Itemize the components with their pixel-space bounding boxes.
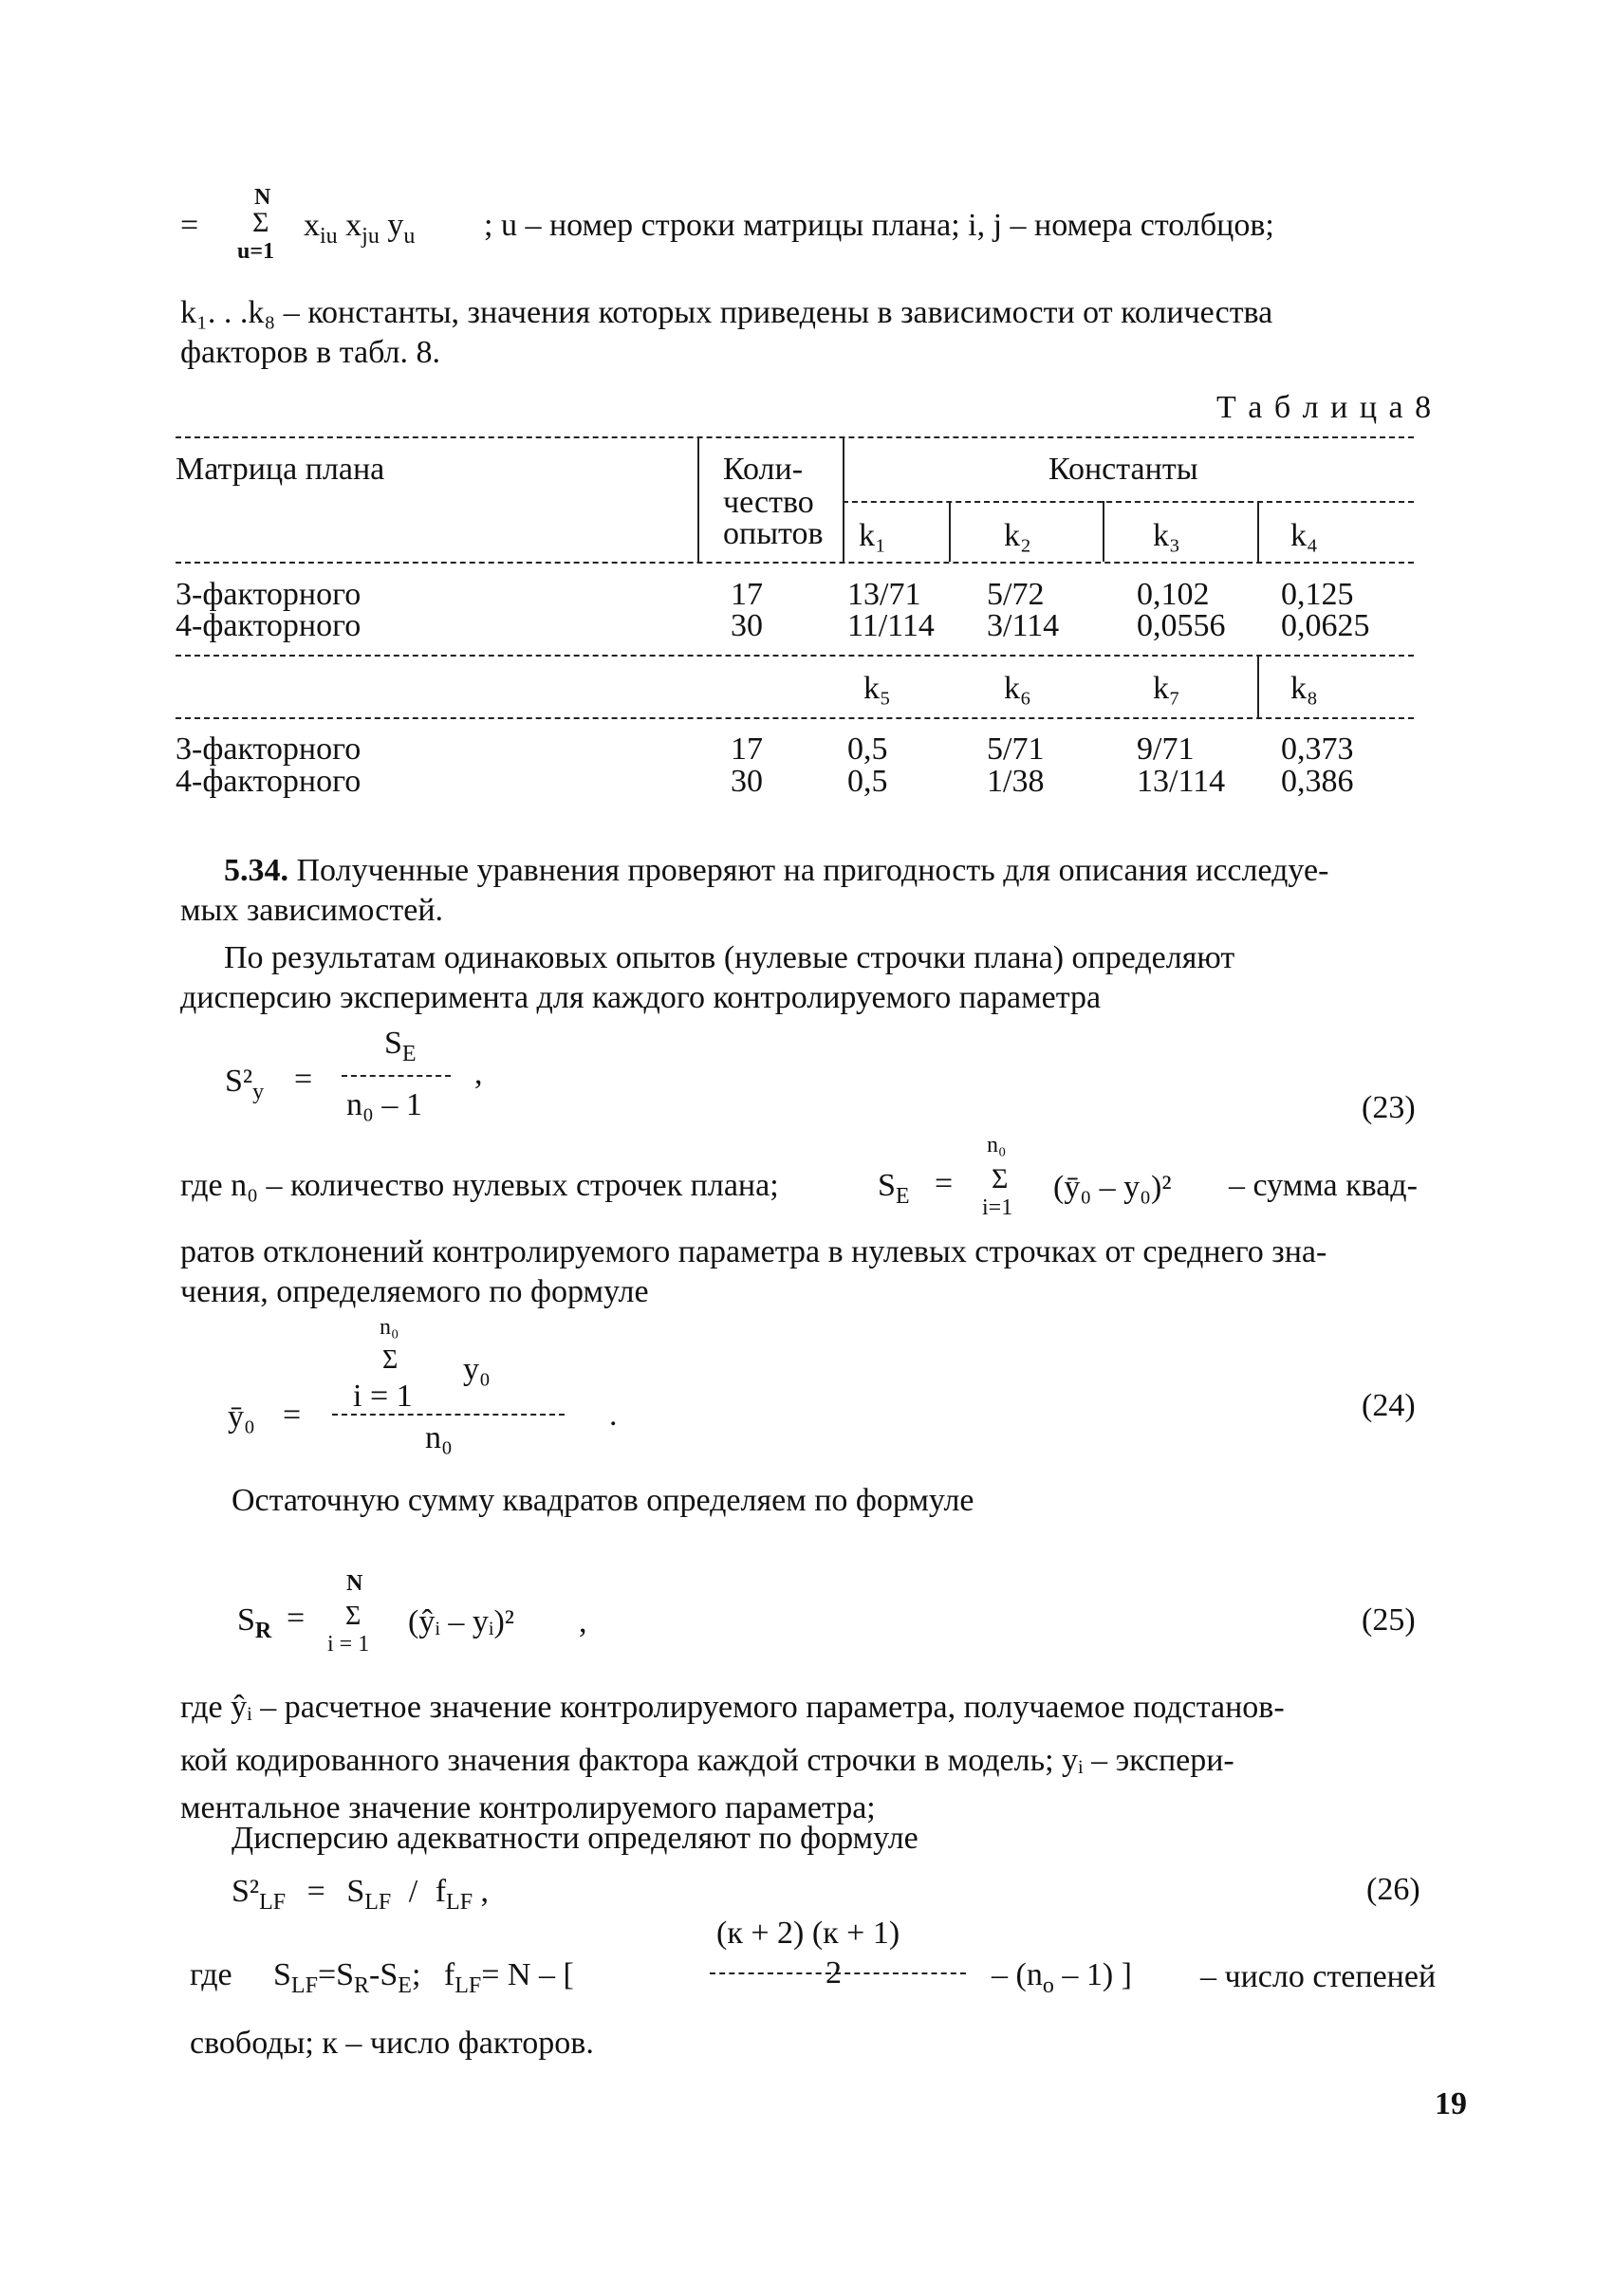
row-a1-k3: 0,102 bbox=[1137, 577, 1210, 612]
eq24-sum-lower: i = 1 bbox=[353, 1379, 413, 1414]
row-b2-k6: 1/38 bbox=[987, 764, 1045, 799]
eq23-equals: = bbox=[294, 1062, 313, 1097]
eq26-minus-n: – (n bbox=[992, 1957, 1043, 1992]
constants-text-cont: факторов в табл. 8. bbox=[180, 335, 440, 370]
y-u: y bbox=[387, 208, 404, 243]
eq26-f-sub: LF bbox=[446, 1889, 473, 1915]
eq26-slf-def-sub: R bbox=[354, 1972, 370, 1998]
header-count-1: Коли- bbox=[723, 452, 804, 487]
eq23-se-sub: E bbox=[895, 1183, 910, 1209]
eq25-where-3: ментальное значение контролируемого параметра; bbox=[180, 1790, 876, 1825]
eq23-sum-sign: Σ bbox=[992, 1163, 1009, 1194]
eq26-equals: = bbox=[306, 1874, 325, 1909]
page-number: 19 bbox=[1435, 2086, 1467, 2121]
eq26-slf-def: =S bbox=[317, 1957, 355, 1992]
header-matrix-plan: Матрица плана bbox=[176, 452, 385, 487]
y-u-sub: u bbox=[403, 223, 416, 249]
row-b2-name: 4-факторного bbox=[176, 764, 362, 799]
table-vline-2 bbox=[843, 436, 844, 562]
eq26-semicolon: ; bbox=[411, 1957, 421, 1992]
row-a1-name: 3-факторного bbox=[176, 577, 362, 612]
eq26-flf-def: = N – [ bbox=[481, 1957, 574, 1992]
eq24-sum-upper: n₀ bbox=[380, 1315, 399, 1340]
eq26-slf: S bbox=[273, 1957, 291, 1992]
eq26-text-line-2: свободы; к – число факторов. bbox=[190, 2026, 594, 2061]
eq25-label: (25) bbox=[1362, 1602, 1416, 1638]
row-b1-k5: 0,5 bbox=[847, 731, 888, 767]
row-a2-k1: 11/114 bbox=[847, 608, 935, 643]
eq23-numerator: S bbox=[384, 1026, 402, 1061]
eq26-f: f bbox=[435, 1874, 447, 1909]
eq23-term: (ȳ₀ – y₀)² bbox=[1053, 1170, 1172, 1205]
header-k3: k₃ bbox=[1153, 518, 1180, 553]
header-count-2: чество bbox=[723, 485, 814, 520]
section-paragraph-2-cont: дисперсию эксперимента для каждого контролируемого параметра bbox=[180, 980, 1102, 1015]
eq26-frac-numerator: (к + 2) (к + 1) bbox=[716, 1916, 900, 1951]
table-mid-rule bbox=[176, 655, 1414, 657]
eq25-sum-upper: N bbox=[346, 1571, 363, 1596]
table-constants-rule bbox=[843, 501, 1414, 503]
section-paragraph-2: По результатам одинаковых опытов (нулевые строчки плана) определяют bbox=[224, 940, 1235, 975]
eq23-sum-upper: n₀ bbox=[987, 1133, 1007, 1157]
header-k7: k₇ bbox=[1153, 671, 1180, 706]
eq26-lhs: S² bbox=[232, 1874, 260, 1909]
eq23-where-2: – сумма квад- bbox=[1229, 1168, 1418, 1203]
eq23-se: S bbox=[878, 1168, 896, 1203]
x-ju-sub: ju bbox=[362, 223, 380, 249]
row-a2-name: 4-факторного bbox=[176, 608, 362, 643]
table-mid-rule-2 bbox=[176, 717, 1414, 719]
eq25-equals: = bbox=[287, 1601, 306, 1636]
eq26-label: (26) bbox=[1366, 1872, 1420, 1907]
eq26-flf: f bbox=[443, 1957, 455, 1992]
eq26-slf-def2-sub: E bbox=[398, 1972, 412, 1998]
row-a2-k2: 3/114 bbox=[987, 608, 1060, 643]
eq24-equals: = bbox=[283, 1398, 302, 1433]
section-paragraph-1: Полученные уравнения проверяют на пригодность для описания исследуе- bbox=[296, 853, 1329, 888]
row-a2-k4: 0,0625 bbox=[1281, 608, 1370, 643]
eq26-divide: / bbox=[408, 1874, 418, 1909]
eq25-sum-sign: Σ bbox=[345, 1602, 362, 1631]
table-vline-6 bbox=[1257, 655, 1259, 717]
row-b1-k7: 9/71 bbox=[1137, 731, 1195, 767]
eq23-text-line-2: ратов отклонений контролируемого параметра в нулевых строчках от среднего зна- bbox=[180, 1234, 1327, 1269]
table-header-rule bbox=[176, 562, 1414, 564]
constants-text: k₁. . .k₈ – константы, значения которых приведены в зависимости от количества bbox=[180, 295, 1273, 330]
eq23-where-1: где n₀ – количество нулевых строчек плана; bbox=[180, 1168, 779, 1203]
eq26-intro: Дисперсию адекватности определяют по формуле bbox=[232, 1821, 918, 1856]
table-top-rule bbox=[176, 436, 1414, 438]
header-k5: k₅ bbox=[863, 671, 891, 706]
eq26-where-2: – число степеней bbox=[1200, 1959, 1437, 1994]
eq24-label: (24) bbox=[1362, 1388, 1416, 1423]
x-iu: x bbox=[304, 208, 320, 243]
section-paragraph-1-cont: мых зависимостей. bbox=[180, 893, 444, 928]
eq26-n-sub: o bbox=[1042, 1972, 1054, 1998]
eq26-comma: , bbox=[480, 1874, 490, 1909]
eq25-sum-lower: i = 1 bbox=[327, 1632, 370, 1657]
formula-explanation: ; u – номер строки матрицы плана; i, j – номера столбцов; bbox=[484, 208, 1274, 243]
header-constants: Константы bbox=[1048, 452, 1198, 487]
eq25-intro: Остаточную сумму квадратов определяем по формуле bbox=[232, 1483, 974, 1518]
row-b2-count: 30 bbox=[731, 764, 763, 799]
header-k6: k₆ bbox=[1004, 671, 1031, 706]
eq24-fraction-bar bbox=[332, 1414, 565, 1416]
row-b1-k6: 5/71 bbox=[987, 731, 1045, 767]
eq26-slf-sub: LF bbox=[290, 1972, 318, 1998]
eq26-flf-sub: LF bbox=[455, 1972, 482, 1998]
header-k8: k₈ bbox=[1290, 671, 1318, 706]
eq23-comma: , bbox=[474, 1056, 483, 1091]
eq26-where-1: где bbox=[190, 1957, 232, 1992]
eq26-slf-def2: -S bbox=[369, 1957, 399, 1992]
eq23-text-line-3: чения, определяемого по формуле bbox=[180, 1274, 649, 1309]
header-k4: k₄ bbox=[1290, 518, 1318, 553]
table-vline-4 bbox=[1103, 501, 1104, 562]
sum-lower-limit: u=1 bbox=[237, 239, 275, 264]
eq26-rhs-sub: LF bbox=[364, 1889, 392, 1915]
row-b1-k8: 0,373 bbox=[1281, 731, 1354, 767]
eq25-term: (ŷᵢ – yᵢ)² bbox=[408, 1604, 514, 1639]
eq23-lhs-sub: y bbox=[252, 1079, 265, 1104]
eq23-numerator-sub: E bbox=[401, 1041, 417, 1066]
row-b1-name: 3-факторного bbox=[176, 731, 362, 767]
x-ju: x bbox=[345, 208, 362, 243]
row-a2-k3: 0,0556 bbox=[1137, 608, 1226, 643]
row-a2-count: 30 bbox=[731, 608, 763, 643]
eq26-close: – 1) ] bbox=[1062, 1957, 1132, 1992]
eq25-comma: , bbox=[579, 1604, 587, 1639]
table-caption: Т а б л и ц а 8 bbox=[1216, 390, 1434, 425]
eq26-frac-denominator: 2 bbox=[826, 1955, 842, 1990]
eq23-label: (23) bbox=[1362, 1090, 1416, 1125]
eq26-rhs: S bbox=[346, 1874, 365, 1909]
table-vline-1 bbox=[697, 436, 699, 562]
eq24-sum-sign: Σ bbox=[382, 1345, 399, 1375]
row-a1-k2: 5/72 bbox=[987, 577, 1045, 612]
row-b1-count: 17 bbox=[731, 731, 763, 767]
eq24-denominator: n₀ bbox=[425, 1420, 453, 1455]
row-b2-k7: 13/114 bbox=[1137, 764, 1226, 799]
row-a1-k4: 0,125 bbox=[1281, 577, 1354, 612]
header-k1: k₁ bbox=[859, 518, 886, 553]
eq23-denominator: n₀ – 1 bbox=[346, 1087, 422, 1122]
section-number: 5.34. bbox=[224, 853, 288, 888]
eq25-lhs-sub: R bbox=[254, 1618, 272, 1643]
sum-upper-limit: N bbox=[254, 185, 271, 210]
eq23-sum-lower: i=1 bbox=[982, 1195, 1013, 1220]
eq23-lhs: S² bbox=[225, 1064, 253, 1099]
formula-equals: = bbox=[180, 208, 199, 243]
eq23-se-equals: = bbox=[935, 1166, 954, 1201]
row-a1-count: 17 bbox=[731, 577, 763, 612]
row-a1-k1: 13/71 bbox=[847, 577, 921, 612]
row-b2-k8: 0,386 bbox=[1281, 764, 1354, 799]
table-vline-5 bbox=[1257, 501, 1259, 562]
x-iu-sub: iu bbox=[320, 223, 338, 249]
eq25-where-1: где ŷᵢ – расчетное значение контролируемого параметра, получаемое подстанов- bbox=[180, 1690, 1285, 1725]
eq24-lhs: ȳ₀ bbox=[228, 1399, 255, 1435]
header-k2: k₂ bbox=[1004, 518, 1031, 553]
eq23-fraction-bar bbox=[342, 1075, 451, 1077]
row-b2-k5: 0,5 bbox=[847, 764, 888, 799]
eq24-numerator-y: y₀ bbox=[463, 1352, 491, 1387]
eq25-where-2: кой кодированного значения фактора каждой строчки в модель; yᵢ – экспери- bbox=[180, 1743, 1234, 1778]
eq25-lhs: S bbox=[237, 1602, 255, 1638]
eq24-period: . bbox=[609, 1398, 618, 1433]
eq26-lhs-sub: LF bbox=[259, 1889, 287, 1915]
table-vline-3 bbox=[949, 501, 951, 562]
sum-sign: Σ bbox=[252, 207, 269, 238]
header-count-3: опытов bbox=[723, 516, 824, 551]
